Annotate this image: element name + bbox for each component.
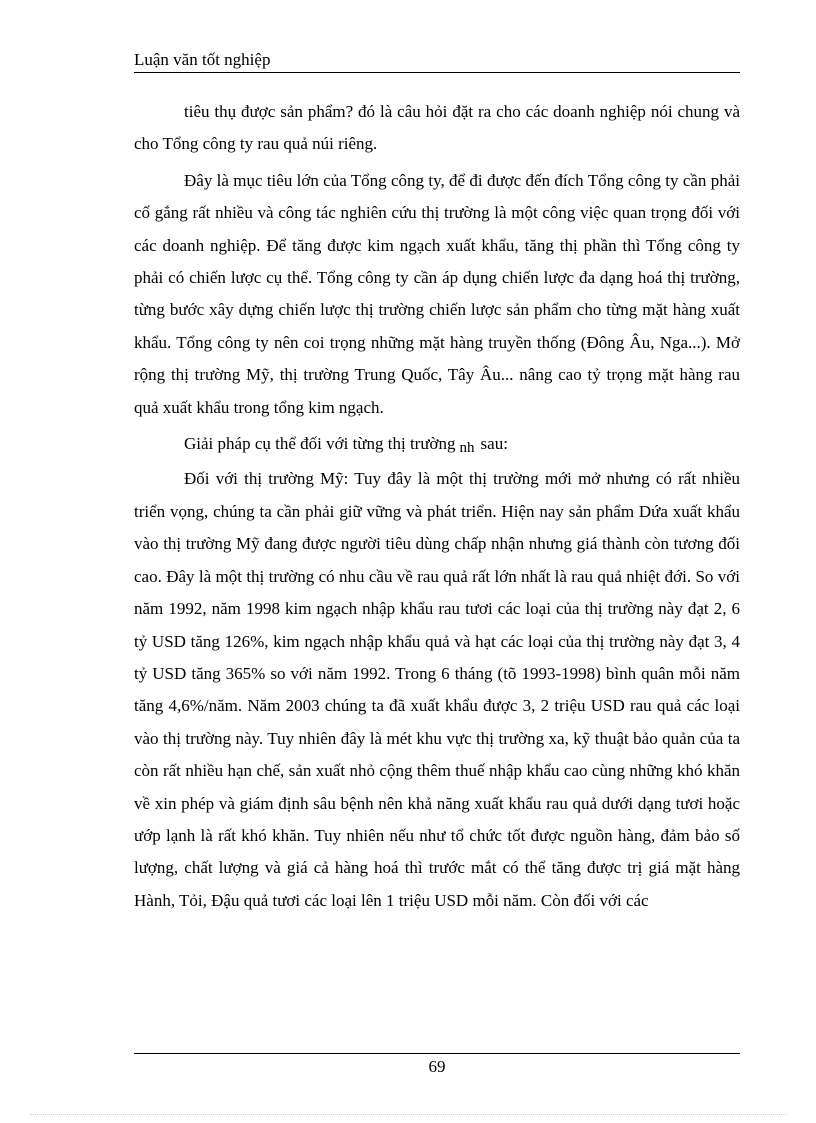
page-footer — [134, 1053, 740, 1076]
header-title: Luận văn tốt nghiệp — [134, 50, 271, 69]
paragraph-1: tiêu thụ được sản phẩm? đó là câu hỏi đặt ra cho các doanh nghiệp nói chung và cho Tổng công ty rau quả núi riêng. — [134, 102, 740, 154]
page-number: 69 — [428, 1057, 446, 1076]
document-body — [134, 96, 740, 917]
paragraph-3-subscript: nh — [459, 440, 475, 457]
paragraph-3-end: sau: — [480, 434, 508, 454]
page-header — [134, 50, 740, 73]
paragraph-3 — [134, 428, 740, 461]
paragraph-3-start: Giải pháp cụ thể đối với từng thị trường — [184, 434, 456, 454]
page-edge-divider — [30, 1114, 786, 1115]
paragraph-4: Đối với thị trường Mỹ: Tuy đây là một thị trường mới mở nhưng có rất nhiều triển vọng, chúng ta cần phải giữ vững và phát triển. Hiện nay sản phẩm Dứa xuất khẩu vào thị trường Mỹ đang được người tiêu dùng chấp nhận nhưng giá thành còn tương đối cao. Đây là một thị trường có nhu cầu về rau quả rất lớn nhất là rau quả nhiệt đới. So với năm 1992, năm 1998 kim ngạch nhập khẩu rau tươi các loại của thị trường này đạt 2, 6 tỷ USD tăng 126%, kim ngạch nhập khẩu quả và hạt các loại của thị trường này đạt 3, 4 tỷ USD tăng 365% so với năm 1992. Trong 6 tháng (tõ 1993-1998) bình quân mỗi năm tăng 4,6%/năm. Năm 2003 chúng ta đã xuất khẩu được 3, 2 triệu USD rau quả các loại vào thị trường này. Tuy nhiên đây là mét khu vực thị trường xa, kỹ thuật bảo quản của ta còn rất nhiều hạn chế, sản xuất nhỏ cộng thêm thuế nhập khẩu cao cùng những khó khăn về xin phép và giám định sâu bệnh nên khả năng xuất khẩu rau quả dưới dạng tươi hoặc ướp lạnh là rất khó khăn. Tuy nhiên nếu như tổ chức tốt được nguồn hàng, đảm bảo số lượng, chất lượng và giá cả hàng hoá thì trước mắt có thể tăng được trị giá mặt hàng Hành, Tỏi, Đậu quả tươi các loại lên 1 triệu USD mỗi năm. Còn đối với các — [134, 469, 740, 910]
paragraph-2: Đây là mục tiêu lớn của Tổng công ty, để đi được đến đích Tổng công ty cần phải cố gắng rất nhiều và công tác nghiên cứu thị trường là một công việc quan trọng đối với các doanh nghiệp. Để tăng được kim ngạch xuất khẩu, tăng thị phần thì Tổng công ty phải có chiến lược cụ thể. Tổng công ty cần áp dụng chiến lược đa dạng hoá thị trường, từng bước xây dựng chiến lược thị trường chiến lược sản phẩm cho từng mặt hàng xuất khẩu. Tổng công ty nên coi trọng những mặt hàng truyền thống (Đông Âu, Nga...). Mở rộng thị trường Mỹ, thị trường Trung Quốc, Tây Âu... nâng cao tỷ trọng mặt hàng rau quả xuất khẩu trong tổng kim ngạch. — [134, 170, 740, 417]
